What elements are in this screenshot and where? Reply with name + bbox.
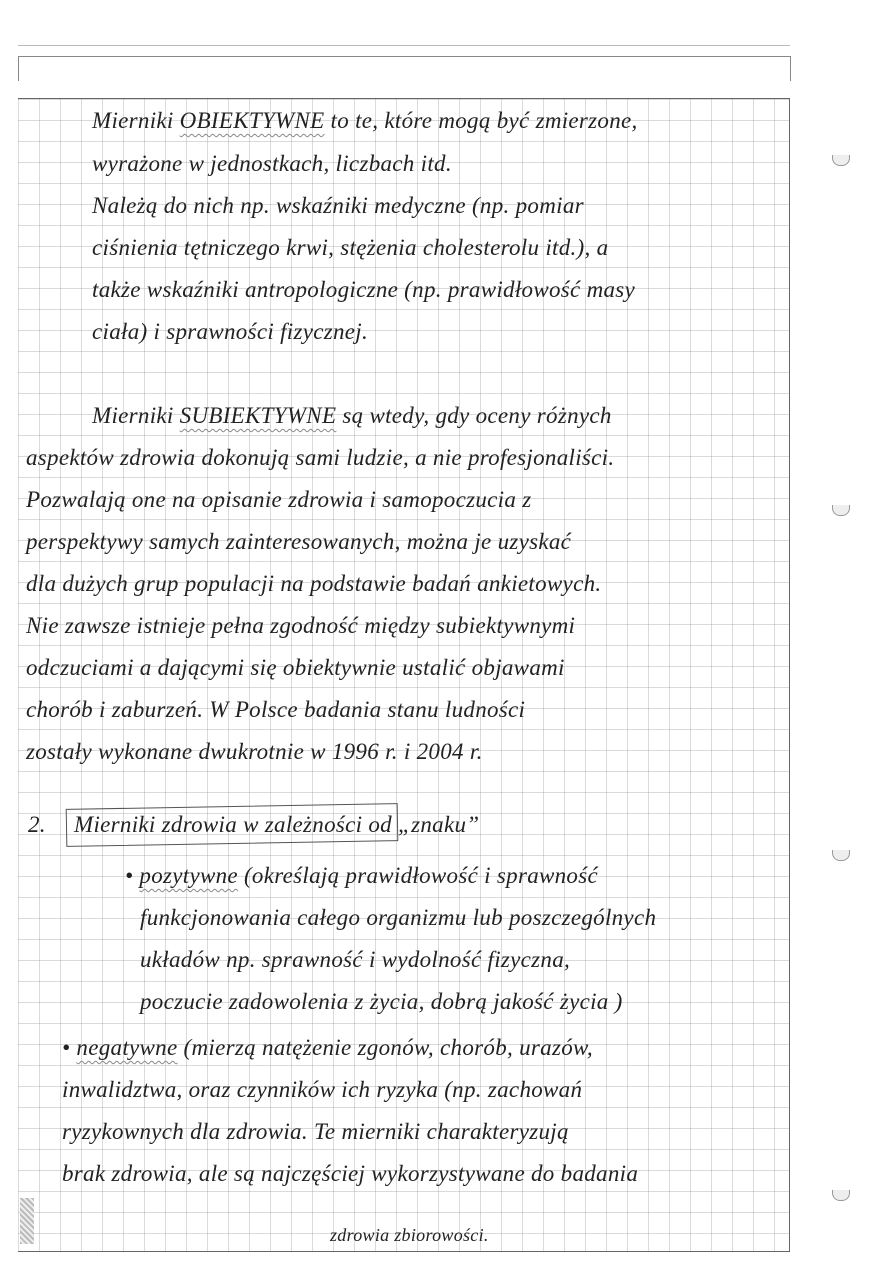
binder-hole	[832, 850, 850, 861]
line-text: Mierniki	[92, 403, 180, 428]
underlined-keyword: negatywne	[76, 1035, 178, 1060]
line-text: są wtedy, gdy oceny różnych	[336, 403, 612, 428]
top-rule	[18, 45, 790, 46]
paragraph-subjective-line: zostały wykonane dwukrotnie w 1996 r. i 2004 r.	[26, 739, 483, 764]
bullet-positive-line: poczucie zadowolenia z życia, dobrą jakość życia )	[140, 989, 623, 1014]
paragraph-objective-line: Należą do nich np. wskaźniki medyczne (np. pomiar	[92, 193, 584, 218]
paragraph-objective-line: ciśnienia tętniczego krwi, stężenia cholesterolu itd.), a	[92, 235, 609, 260]
paragraph-subjective-line: perspektywy samych zainteresowanych, można je uzyskać	[26, 529, 572, 554]
underlined-keyword: pozytywne	[139, 863, 238, 888]
bullet-negative-line	[62, 1035, 593, 1061]
paragraph-subjective-line: Pozwalają one na opisanie zdrowia i samopoczucia z	[26, 487, 532, 512]
binder-hole	[832, 155, 850, 166]
heading-title: Mierniki zdrowia w zależności od „znaku”	[74, 812, 480, 837]
line-text: (mierzą natężenie zgonów, chorób, urazów,	[177, 1035, 593, 1060]
paragraph-objective-line: ciała) i sprawności fizycznej.	[92, 319, 369, 344]
line-text: (określają prawidłowość i sprawność	[237, 863, 598, 888]
paragraph-subjective-line	[92, 403, 612, 429]
paragraph-objective-line: wyrażone w jednostkach, liczbach itd.	[92, 151, 452, 176]
binder-hole	[832, 1190, 850, 1201]
bullet-positive-line: funkcjonowania całego organizmu lub poszczególnych	[140, 905, 657, 930]
paragraph-subjective-line: Nie zawsze istnieje pełna zgodność między subiektywnymi	[26, 613, 576, 638]
paragraph-objective-line: także wskaźniki antropologiczne (np. prawidłowość masy	[92, 277, 636, 302]
paragraph-subjective-line: odczuciami a dającymi się obiektywnie ustalić objawami	[26, 655, 565, 680]
underlined-keyword: OBIEKTYWNE	[179, 108, 325, 133]
scan-artifact	[20, 1198, 34, 1244]
paragraph-objective-line	[92, 108, 638, 134]
header-box	[18, 56, 791, 81]
line-text: •	[125, 863, 140, 888]
paragraph-subjective-line: chorób i zaburzeń. W Polsce badania stanu ludności	[26, 697, 526, 722]
bullet-negative-line: zdrowia zbiorowości.	[330, 1225, 489, 1245]
bullet-positive-line	[125, 863, 598, 889]
heading-number: 2.	[28, 812, 46, 837]
line-text: •	[62, 1035, 77, 1060]
paragraph-subjective-line: aspektów zdrowia dokonują sami ludzie, a nie profesjonaliści.	[26, 445, 615, 470]
bullet-negative-line: ryzykownych dla zdrowia. Te mierniki charakteryzują	[62, 1119, 569, 1144]
bullet-negative-line: inwalidztwa, oraz czynników ich ryzyka (np. zachowań	[62, 1077, 583, 1102]
bullet-negative-line: brak zdrowia, ale są najczęściej wykorzystywane do badania	[62, 1161, 639, 1186]
line-text: to te, które mogą być zmierzone,	[324, 108, 638, 133]
paragraph-subjective-line: dla dużych grup populacji na podstawie badań ankietowych.	[26, 571, 602, 596]
line-text: Mierniki	[92, 108, 180, 133]
underlined-keyword: SUBIEKTYWNE	[179, 403, 337, 428]
bullet-positive-line: układów np. sprawność i wydolność fizyczna,	[140, 947, 571, 972]
binder-hole	[832, 505, 850, 516]
